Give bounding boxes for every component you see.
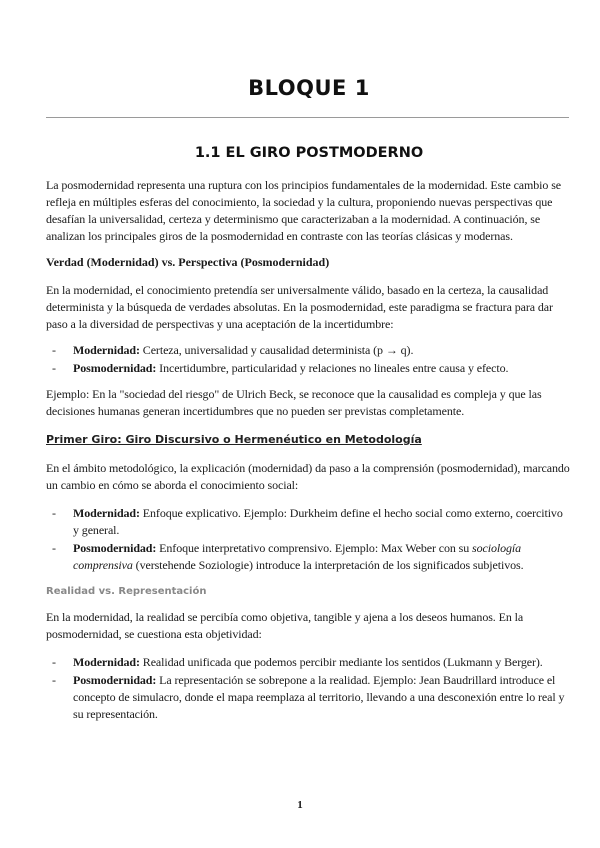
title-divider (46, 117, 569, 118)
list-bullet: - (52, 673, 56, 687)
intro-paragraph: La posmodernidad representa una ruptura con los principios fundamentales de la modernidad. Este cambio se refleja en múltiples esferas del conocimiento, la sociedad y la cultura, proponiendo nuevas perspectivas que desafían la universalidad, certeza y determinismo que caracterizaban a la modernidad. A continuación, se analizan los principales giros de la posmodernidad en contraste con las teorías clásicas y modernas. (46, 178, 561, 243)
list-bullet: - (52, 343, 56, 357)
list-text: Realidad unificada que podemos percibir mediante los sentidos (Lukmann y Berger). (139, 655, 543, 669)
list-item (46, 505, 568, 539)
realidad-paragraph: En la modernidad, la realidad se percibía como objetiva, tangible y ajena a los deseos humanos. En la posmodernidad, se cuestiona esta objetividad: (46, 610, 524, 641)
primer-giro-list (46, 505, 568, 575)
list-term: Modernidad: (73, 655, 140, 669)
realidad-heading: Realidad vs. Representación (46, 586, 207, 597)
verdad-paragraph: En la modernidad, el conocimiento pretendía ser universalmente válido, basado en la certeza, la causalidad determinista y la búsqueda de verdades absolutas. En la posmodernidad, este paradigma se fractura para dar paso a la diversidad de perspectivas y una aceptación de la incertidumbre: (46, 283, 553, 331)
list-item (46, 672, 568, 723)
page-title: BLOQUE 1 (248, 76, 370, 100)
list-bullet: - (52, 655, 56, 669)
list-item (46, 540, 568, 574)
list-italic: sociología comprensiva (73, 541, 522, 572)
list-term: Posmodernidad: (73, 361, 157, 375)
list-text: Incertidumbre, particularidad y relaciones no lineales entre causa y efecto. (156, 361, 509, 375)
list-text: Enfoque interpretativo comprensivo. Ejemplo: Max Weber con su (156, 541, 473, 555)
list-bullet: - (52, 506, 56, 520)
realidad-list (46, 654, 568, 724)
list-item (46, 360, 568, 377)
list-text: Certeza, universalidad y causalidad determinista (p → q). (139, 343, 414, 357)
list-term: Posmodernidad: (73, 541, 157, 555)
list-text: Enfoque explicativo. Ejemplo: Durkheim define el hecho social como externo, coercitivo y general. (73, 506, 563, 537)
section-title: 1.1 EL GIRO POSTMODERNO (194, 145, 424, 161)
list-term: Posmodernidad: (73, 673, 157, 687)
verdad-list (46, 342, 568, 378)
list-term: Modernidad: (73, 343, 140, 357)
primer-giro-paragraph: En el ámbito metodológico, la explicación (modernidad) da paso a la comprensión (posmodernidad), marcando un cambio en cómo se aborda el conocimiento social: (46, 461, 570, 492)
verdad-example: Ejemplo: En la "sociedad del riesgo" de Ulrich Beck, se reconoce que la causalidad es compleja y que las decisiones humanas generan incertidumbres que no pueden ser previstas completamente. (46, 387, 542, 418)
list-term: Modernidad: (73, 506, 140, 520)
verdad-heading: Verdad (Modernidad) vs. Perspectiva (Posmodernidad) (46, 255, 330, 269)
list-item (46, 654, 568, 671)
page-number: 1 (297, 799, 303, 811)
list-item (46, 342, 568, 359)
list-text: La representación se sobrepone a la realidad. Ejemplo: Jean Baudrillard introduce el concepto de simulacro, donde el mapa reemplaza al territorio, llevando a una desconexión entre lo real y su representación. (73, 673, 565, 721)
list-bullet: - (52, 361, 56, 375)
list-text: (verstehende Soziologie) introduce la interpretación de los significados subjetivos. (132, 558, 524, 572)
list-bullet: - (52, 541, 56, 555)
primer-giro-heading: Primer Giro: Giro Discursivo o Hermenéutico en Metodología (46, 433, 422, 446)
